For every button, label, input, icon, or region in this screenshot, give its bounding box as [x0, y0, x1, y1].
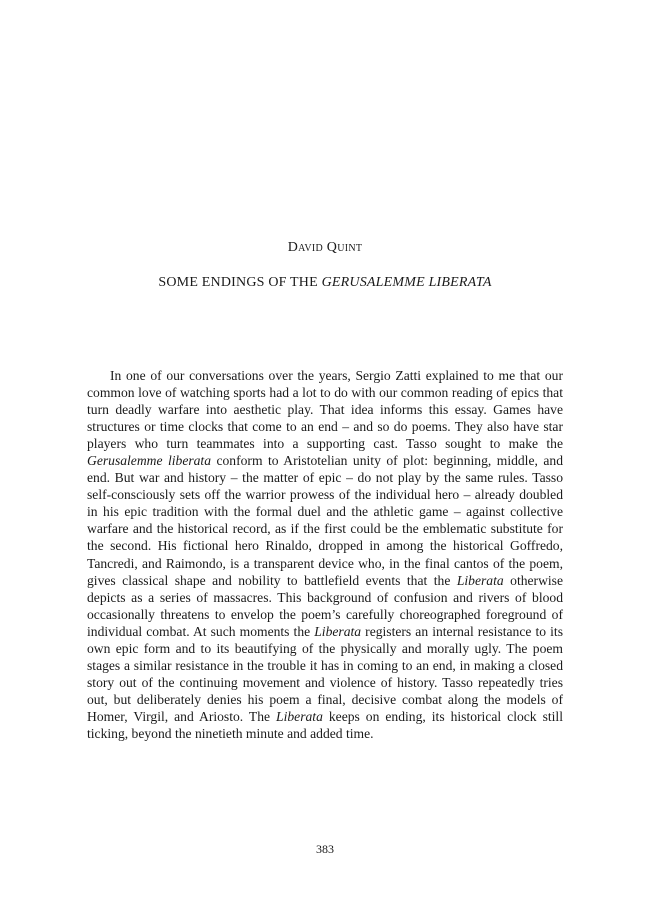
- body-segment-3: otherwise depicts as a series of massacres. This background of confusion and rivers of blood occasionally threatens to envelop the poem’s carefully choreographed foreground of individual combat. At such moments the: [87, 572, 564, 639]
- body-segment-2: conform to Aristotelian unity of plot: beginning, middle, and end. But war and history – the matter of epic – do not play by the same rules. Tasso self-consciously sets off the warrior prowess of the individual hero – already doubled in his epic tradition with the formal duel and the athletic game – against collective warfare and the historical record, as if the first could be the emblematic substitute for the second. His fictional hero Rinaldo, dropped in among the historical Goffredo, Tancredi, and Raimondo, is a transparent device who, in the final cantos of the poem, gives classical shape and nobility to battlefield events that the: [87, 453, 563, 588]
- body-segment-5: keeps on ending, its historical clock still ticking, beyond the ninetieth minute and added time.: [87, 708, 563, 741]
- body-italic-4: Liberata: [276, 708, 323, 724]
- body-italic-3: Liberata: [314, 623, 362, 639]
- body-italic-1: Gerusalemme liberata: [87, 453, 212, 469]
- body-text: [87, 367, 563, 742]
- title-prefix: SOME ENDINGS OF THE: [158, 275, 322, 290]
- paragraph: [87, 367, 563, 742]
- body-segment-4: registers an internal resistance to its own epic form and to its beautifying of the physically and morally ugly. The poem stages a similar resistance in the trouble it has in coming to an end, in making a closed story out of the continuing movement and violence of history. Tasso repeatedly tries out, but deliberately denies his poem a final, decisive combat along the models of Homer, Virgil, and Ariosto. The: [87, 623, 563, 724]
- page-number: 383: [316, 842, 334, 856]
- body-italic-2: Liberata: [456, 572, 504, 588]
- title-italic: GERUSALEMME LIBERATA: [321, 275, 492, 290]
- article-title: [0, 275, 650, 291]
- author-name: David Quint: [287, 240, 363, 255]
- body-segment-1: In one of our conversations over the years, Sergio Zatti explained to me that our common love of watching sports had a lot to do with our common reading of epics that turn deadly warfare into aesthetic play. That idea informs this essay. Games have structures or time clocks that come to an end – and so do poems. They also have star players who turn teammates into a supporting cast. Tasso sought to make the: [87, 368, 563, 452]
